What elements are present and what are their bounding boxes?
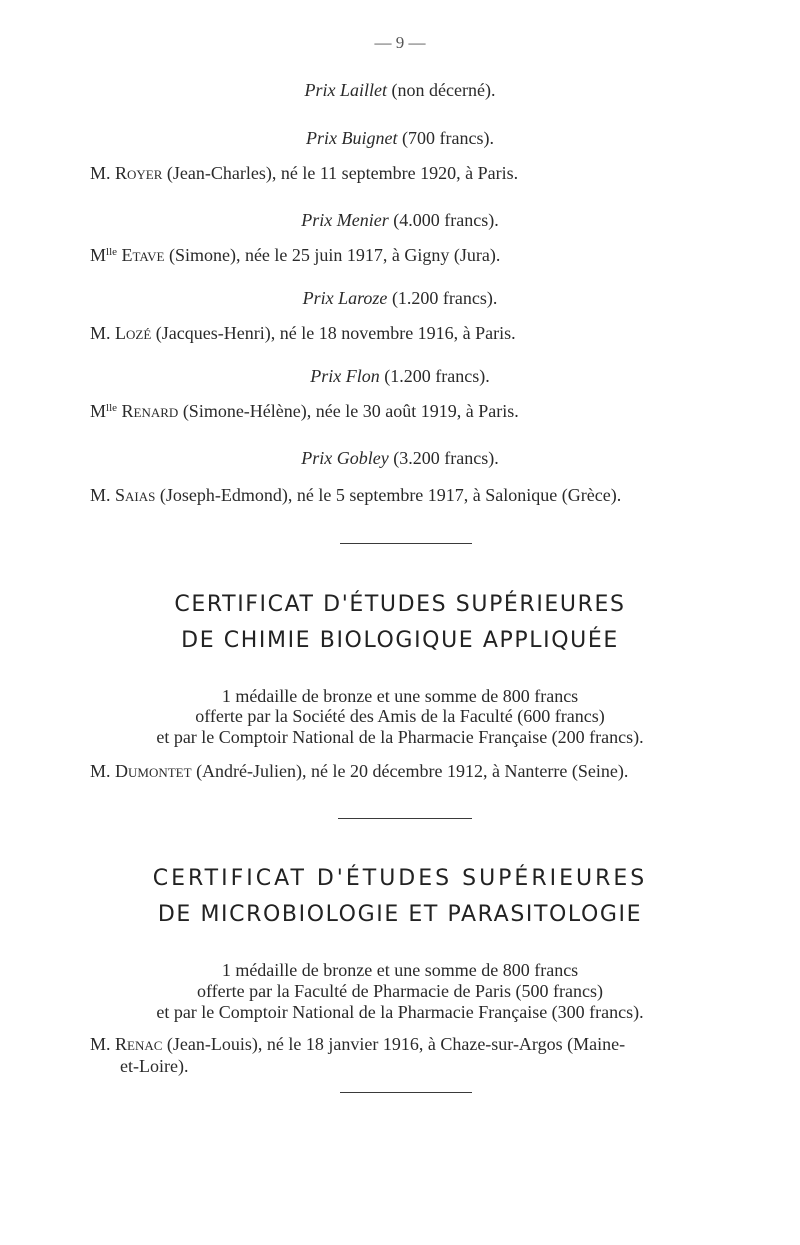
award-line: offerte par la Société des Amis de la Faculté (600 francs) — [195, 706, 605, 726]
certificate-heading-line1: CERTIFICAT D'ÉTUDES SUPÉRIEURES — [152, 866, 648, 891]
prize-amount: (4.000 francs). — [388, 210, 499, 230]
prize-winner — [90, 322, 516, 344]
winner-details: (Jacques-Henri), né le 18 novembre 1916, à Paris. — [151, 323, 516, 343]
prize-amount: (non décerné). — [387, 80, 496, 100]
certificate-winner — [90, 1033, 625, 1055]
certificate-winner-continuation: et-Loire). — [120, 1056, 189, 1076]
prize-name: Prix Laroze — [302, 288, 388, 308]
prize-amount: (1.200 francs). — [387, 288, 498, 308]
winner-surname: Etave — [121, 245, 165, 265]
certificate-heading-line1: CERTIFICAT D'ÉTUDES SUPÉRIEURES — [174, 592, 626, 617]
prize-name: Prix Menier — [301, 210, 389, 230]
prize-name: Prix Flon — [310, 366, 380, 386]
prize-winner — [90, 400, 519, 422]
winner-details: (Joseph-Edmond), né le 5 septembre 1917, à Salonique (Grèce). — [155, 485, 622, 505]
winner-surname: Renac — [115, 1034, 163, 1054]
award-line: 1 médaille de bronze et une somme de 800 francs — [221, 686, 579, 706]
winner-title: M. — [90, 485, 111, 505]
winner-details: (Jean-Charles), né le 11 septembre 1920, à Paris. — [162, 163, 519, 183]
prize-winner — [90, 244, 500, 266]
winner-surname: Dumontet — [115, 761, 192, 781]
section-divider — [340, 543, 472, 544]
certificate-heading-line2: DE MICROBIOLOGIE ET PARASITOLOGIE — [157, 902, 643, 927]
section-divider — [340, 1092, 472, 1093]
prize-name: Prix Gobley — [301, 448, 389, 468]
prize-amount: (3.200 francs). — [388, 448, 499, 468]
prize-heading — [0, 128, 800, 149]
winner-details: (Jean-Louis), né le 18 janvier 1916, à Chaze-sur-Argos (Maine- — [162, 1034, 626, 1054]
winner-title-sup: lle — [106, 402, 118, 414]
winner-details: (Simone-Hélène), née le 30 août 1919, à Paris. — [178, 401, 519, 421]
prize-heading — [0, 448, 800, 469]
prize-heading — [0, 366, 800, 387]
winner-surname: Renard — [121, 401, 179, 421]
prize-heading — [0, 288, 800, 309]
prize-name: Prix Buignet — [306, 128, 398, 148]
prize-winner — [90, 162, 518, 184]
winner-surname: Lozé — [115, 323, 152, 343]
winner-surname: Saias — [115, 485, 156, 505]
certificate-winner — [90, 760, 628, 782]
winner-title: M. — [90, 323, 111, 343]
winner-title: M — [90, 401, 107, 421]
winner-title: M. — [90, 163, 111, 183]
prize-amount: (700 francs). — [397, 128, 494, 148]
winner-title: M. — [90, 1034, 111, 1054]
winner-details: (André-Julien), né le 20 décembre 1912, à Nanterre (Seine). — [191, 761, 629, 781]
winner-title: M — [90, 245, 107, 265]
prize-name: Prix Laillet — [304, 80, 388, 100]
section-divider — [338, 818, 472, 819]
prize-heading — [0, 210, 800, 231]
winner-title-sup: lle — [106, 246, 118, 258]
prize-heading — [0, 80, 800, 101]
certificate-heading-line2: DE CHIMIE BIOLOGIQUE APPLIQUÉE — [181, 628, 619, 653]
award-line: 1 médaille de bronze et une somme de 800 francs — [221, 960, 579, 980]
prize-winner — [90, 484, 621, 506]
prize-amount: (1.200 francs). — [379, 366, 490, 386]
award-line: offerte par la Faculté de Pharmacie de Paris (500 francs) — [197, 981, 603, 1001]
winner-title: M. — [90, 761, 111, 781]
award-line: et par le Comptoir National de la Pharmacie Française (300 francs). — [156, 1002, 644, 1022]
winner-details: (Simone), née le 25 juin 1917, à Gigny (Jura). — [164, 245, 501, 265]
page-number: — 9 — — [374, 33, 426, 52]
award-line: et par le Comptoir National de la Pharmacie Française (200 francs). — [156, 727, 644, 747]
winner-surname: Royer — [115, 163, 163, 183]
